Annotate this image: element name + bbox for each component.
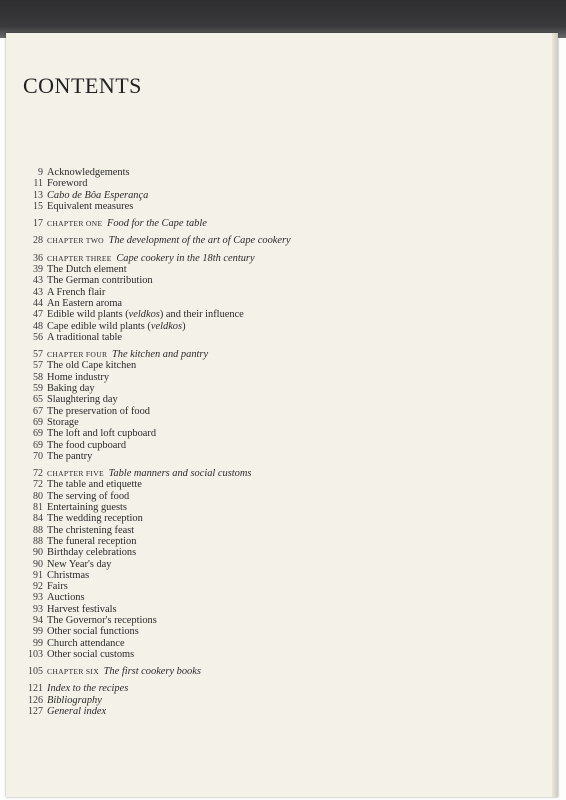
page-number: 15 xyxy=(33,200,43,212)
toc-entry xyxy=(20,349,460,360)
entry-title: Baking day xyxy=(47,383,95,395)
page-number: 57 xyxy=(33,360,43,372)
toc-entry xyxy=(20,581,460,592)
entry-title: Church attendance xyxy=(47,637,125,649)
page-number: 69 xyxy=(33,439,43,451)
toc-entry xyxy=(20,406,460,417)
page-number: 84 xyxy=(33,513,43,525)
toc-entry xyxy=(20,547,460,558)
page-number: 72 xyxy=(33,468,43,480)
chapter-label: CHAPTER TWO xyxy=(47,236,104,246)
toc-entry xyxy=(20,592,460,603)
page-number: 90 xyxy=(33,547,43,559)
page-number: 93 xyxy=(33,592,43,604)
page-number: 43 xyxy=(33,286,43,298)
page-number: 67 xyxy=(33,405,43,417)
entry-title: New Year's day xyxy=(47,558,112,570)
page-number: 126 xyxy=(28,694,43,706)
entry-title: Other social customs xyxy=(47,648,135,660)
page-number: 57 xyxy=(33,349,43,361)
page-number: 88 xyxy=(33,524,43,536)
entry-title: Fairs xyxy=(47,581,68,593)
entry-title: The Governor's receptions xyxy=(47,614,157,626)
entry-title: The German contribution xyxy=(47,275,153,287)
toc-entry xyxy=(20,167,460,178)
page-number: 58 xyxy=(33,371,43,383)
toc-entry xyxy=(20,275,460,286)
entry-title: Bibliography xyxy=(47,694,102,706)
toc-entry xyxy=(20,253,460,264)
toc-entry xyxy=(20,491,460,502)
chapter-label: CHAPTER FIVE xyxy=(47,469,104,479)
toc-entry xyxy=(20,440,460,451)
entry-title: The old Cape kitchen xyxy=(47,360,137,372)
page-number: 44 xyxy=(33,297,43,309)
chapter-label: CHAPTER SIX xyxy=(47,667,100,677)
page-number: 105 xyxy=(28,666,43,678)
toc-entry xyxy=(20,615,460,626)
page-number: 43 xyxy=(33,275,43,287)
page-number: 59 xyxy=(33,383,43,395)
entry-title: Home industry xyxy=(47,371,110,383)
entry-title xyxy=(47,468,460,479)
toc-entry xyxy=(20,626,460,637)
toc-entry xyxy=(20,502,460,513)
page-number: 121 xyxy=(28,683,43,695)
toc-entry xyxy=(20,178,460,189)
page-number: 36 xyxy=(33,252,43,264)
entry-title: The funeral reception xyxy=(47,535,137,547)
toc-entry xyxy=(20,695,460,706)
entry-title: Entertaining guests xyxy=(47,502,127,514)
entry-title xyxy=(47,666,460,677)
entry-title: The christening feast xyxy=(47,524,135,536)
entry-title xyxy=(47,218,460,229)
chapter-label: CHAPTER ONE xyxy=(47,219,103,229)
page-number: 99 xyxy=(33,637,43,649)
chapter-title: The development of the art of Cape cookery xyxy=(108,235,291,247)
toc-entry xyxy=(20,428,460,439)
toc-entry xyxy=(20,666,460,677)
toc-entry xyxy=(20,479,460,490)
entry-title xyxy=(47,349,460,360)
entry-title: Storage xyxy=(47,416,79,428)
toc-entry xyxy=(20,332,460,343)
chapter-title: Table manners and social customs xyxy=(108,468,252,480)
toc-entry xyxy=(20,321,460,332)
toc-entry xyxy=(20,468,460,479)
chapter-title: Food for the Cape table xyxy=(107,218,207,230)
entry-title: Edible wild plants (veldkos) and their influence xyxy=(47,309,244,321)
page-title: CONTENTS xyxy=(23,73,142,98)
entry-title: Cape edible wild plants (veldkos) xyxy=(47,320,186,332)
entry-title: General index xyxy=(47,706,107,718)
entry-title: Slaughtering day xyxy=(47,394,118,406)
toc-entry xyxy=(20,559,460,570)
chapter-label: CHAPTER THREE xyxy=(47,253,112,263)
toc-entry xyxy=(20,201,460,212)
entry-title: Equivalent measures xyxy=(47,200,134,212)
entry-title: Acknowledgements xyxy=(47,167,130,178)
chapter-title: Cape cookery in the 18th century xyxy=(116,252,255,264)
toc-entry xyxy=(20,570,460,581)
page-number: 47 xyxy=(33,309,43,321)
page-number: 88 xyxy=(33,535,43,547)
toc-entry xyxy=(20,383,460,394)
toc-entry xyxy=(20,683,460,694)
page-number: 56 xyxy=(33,331,43,343)
toc-entry xyxy=(20,372,460,383)
entry-title: The Dutch element xyxy=(47,264,127,276)
toc-entry xyxy=(20,417,460,428)
toc-entry xyxy=(20,218,460,229)
chapter-title: The kitchen and pantry xyxy=(111,349,209,361)
page-number: 69 xyxy=(33,416,43,428)
entry-title: Christmas xyxy=(47,569,90,581)
toc-entry xyxy=(20,513,460,524)
toc-entry xyxy=(20,298,460,309)
entry-title: Auctions xyxy=(47,592,85,604)
italic-term: veldkos xyxy=(128,309,160,321)
toc-entry xyxy=(20,235,460,246)
entry-title: A traditional table xyxy=(47,331,123,343)
page-edge xyxy=(552,33,558,797)
toc-entry xyxy=(20,604,460,615)
entry-title xyxy=(47,253,460,264)
chapter-label: CHAPTER FOUR xyxy=(47,350,108,360)
page-number: 90 xyxy=(33,558,43,570)
page-number: 13 xyxy=(33,189,43,201)
entry-title: The preservation of food xyxy=(47,405,151,417)
chapter-title: The first cookery books xyxy=(103,666,201,678)
entry-title: The loft and loft cupboard xyxy=(47,428,157,440)
entry-title: Foreword xyxy=(47,178,88,190)
entry-title: An Eastern aroma xyxy=(47,297,123,309)
toc-entry xyxy=(20,649,460,660)
page-number: 92 xyxy=(33,581,43,593)
entry-title: Other social functions xyxy=(47,626,139,638)
entry-title: The food cupboard xyxy=(47,439,127,451)
page-number: 91 xyxy=(33,569,43,581)
page-number: 17 xyxy=(33,218,43,230)
page-number: 94 xyxy=(33,614,43,626)
toc-entry xyxy=(20,451,460,462)
page-number: 69 xyxy=(33,428,43,440)
toc-entry xyxy=(20,287,460,298)
toc-entry xyxy=(20,525,460,536)
italic-term: veldkos xyxy=(150,320,183,332)
entry-title xyxy=(47,235,460,246)
page-number: 103 xyxy=(28,648,43,660)
page-number: 11 xyxy=(33,178,43,190)
entry-title: The table and etiquette xyxy=(47,479,142,491)
page-number: 72 xyxy=(33,479,43,491)
toc-entry xyxy=(20,706,460,717)
entry-title: The wedding reception xyxy=(47,513,143,525)
toc-entry xyxy=(20,394,460,405)
entry-title: Cabo de Bôa Esperança xyxy=(47,189,149,201)
entry-title: Birthday celebrations xyxy=(47,547,137,559)
entry-title: The pantry xyxy=(47,450,93,462)
entry-title: The serving of food xyxy=(47,490,130,502)
toc-entry xyxy=(20,360,460,371)
table-of-contents xyxy=(20,167,460,717)
page-number: 39 xyxy=(33,264,43,276)
entry-title: A French flair xyxy=(47,286,106,298)
toc-entry xyxy=(20,638,460,649)
page-number: 99 xyxy=(33,626,43,638)
entry-title: Harvest festivals xyxy=(47,603,117,615)
page-number: 127 xyxy=(28,706,43,718)
page-number: 70 xyxy=(33,450,43,462)
page-number: 28 xyxy=(33,235,43,247)
toc-entry xyxy=(20,536,460,547)
page-number: 81 xyxy=(33,502,43,514)
toc-entry xyxy=(20,309,460,320)
toc-entry xyxy=(20,190,460,201)
page-number: 80 xyxy=(33,490,43,502)
page-number: 93 xyxy=(33,603,43,615)
toc-entry xyxy=(20,264,460,275)
page-number: 9 xyxy=(38,167,43,178)
entry-title: Index to the recipes xyxy=(47,683,129,695)
page-number: 65 xyxy=(33,394,43,406)
page-number: 48 xyxy=(33,320,43,332)
